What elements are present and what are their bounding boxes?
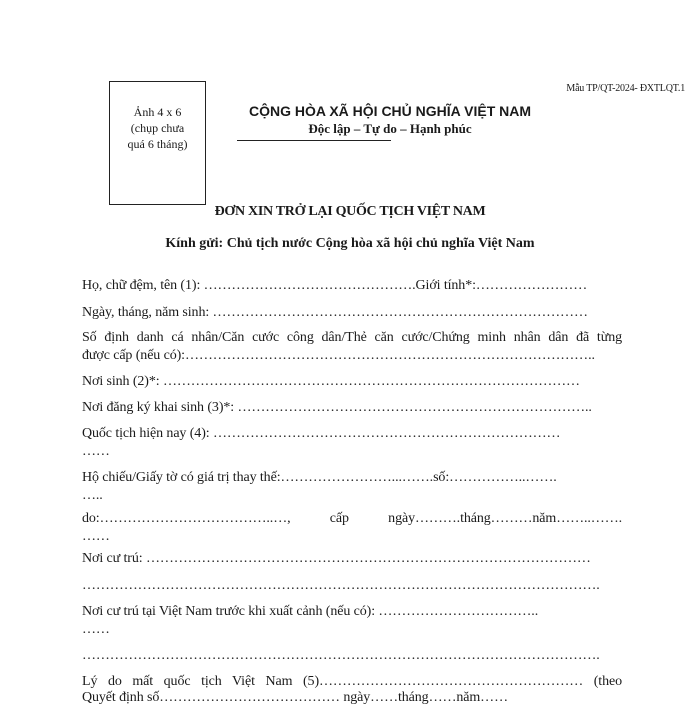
photo-placeholder-box bbox=[109, 81, 206, 205]
photo-note-line1: (chụp chưa bbox=[130, 121, 185, 135]
field-decision-number: Quyết định số………………………………… ngày……tháng……năm…… bbox=[82, 690, 508, 705]
field-vn-residence-cont2: …………………………………………………………………………………………………. bbox=[82, 648, 600, 663]
field-passport-issued: do:………………………………..…, cấp ngày……….tháng………năm……..……. bbox=[82, 511, 622, 526]
field-place-of-birth: Nơi sinh (2)*: ……………………………………………………………………………… bbox=[82, 374, 580, 389]
field-current-nationality-cont: …… bbox=[82, 444, 110, 459]
field-birth-registration-place: Nơi đăng ký khai sinh (3)*: ………………………………………………………………….. bbox=[82, 400, 592, 415]
field-residence-cont: …………………………………………………………………………………………………. bbox=[82, 578, 600, 593]
field-reason-lost-nationality: Lý do mất quốc tịch Việt Nam (5)………………………………………………… (theo bbox=[82, 674, 622, 689]
field-date-of-birth: Ngày, tháng, năm sinh: ……………………………………………………………………… bbox=[82, 305, 588, 320]
field-passport-issued-cont: …… bbox=[82, 529, 110, 544]
document-title: ĐƠN XIN TRỞ LẠI QUỐC TỊCH VIỆT NAM bbox=[214, 204, 486, 219]
field-current-nationality: Quốc tịch hiện nay (4): ………………………………………………………………… bbox=[82, 426, 561, 441]
recipient-line: Kính gửi: Chủ tịch nước Cộng hòa xã hội chủ nghĩa Việt Nam bbox=[165, 236, 535, 251]
photo-size-label: Ảnh 4 x 6 bbox=[133, 105, 182, 119]
photo-note-line2: quá 6 tháng) bbox=[127, 137, 188, 151]
field-residence: Nơi cư trú: …………………………………………………………………………………… bbox=[82, 551, 591, 566]
field-vn-residence-cont1: …… bbox=[82, 622, 110, 637]
field-vn-residence-before-exit: Nơi cư trú tại Việt Nam trước khi xuất cảnh (nếu có): …………………………….. bbox=[82, 604, 539, 619]
nation-heading: CỘNG HÒA XÃ HỘI CHỦ NGHĨA VIỆT NAM bbox=[248, 103, 532, 119]
field-id-number-line2: được cấp (nếu có):…………………………………………………………………………….. bbox=[82, 348, 595, 363]
motto-underline bbox=[237, 140, 391, 141]
national-motto: Độc lập – Tự do – Hạnh phúc bbox=[308, 121, 472, 136]
form-code: Mẫu TP/QT-2024- ĐXTLQT.1 bbox=[566, 83, 685, 94]
field-passport: Hộ chiếu/Giấy tờ có giá trị thay thế:……………………...…….số:……………..……. bbox=[82, 470, 557, 485]
field-full-name-gender: Họ, chữ đệm, tên (1): ……………………………………….Giới tính*:…………………… bbox=[82, 278, 588, 293]
field-id-number-line1: Số định danh cá nhân/Căn cước công dân/Thẻ căn cước/Chứng minh nhân dân đã từng bbox=[82, 330, 622, 345]
field-passport-cont: ….. bbox=[82, 488, 103, 503]
